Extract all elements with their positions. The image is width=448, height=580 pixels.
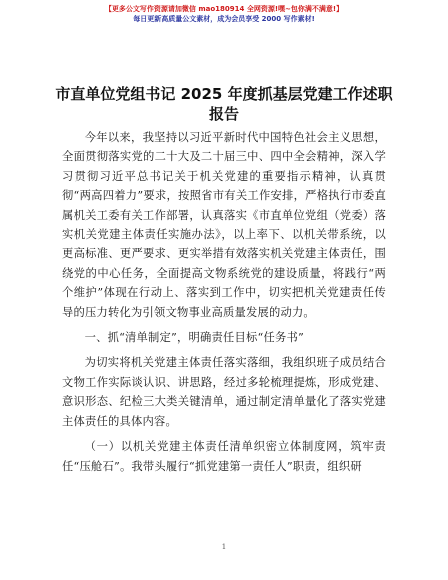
promo-banner-line1: 【更多公文写作资源请加微信 mao180914 全网资源!嘿~包你满不满意!】 [104, 5, 344, 13]
body-paragraph-3: （一）以机关党建主体责任清单织密立体制度网，筑牢责任“压舱石”。我带头履行“抓党建第一责任人”职责，组织研 [62, 440, 386, 473]
document-title: 市直单位党组书记 2025 年度抓基层党建工作述职报告 [55, 85, 393, 123]
page-number: 1 [221, 543, 227, 551]
body-paragraph-2: 为切实将机关党建主体责任落实落细，我组织班子成员结合文物工作实际谈认识、讲思路，经过多轮梳理提炼，形成党建、意识形态、纪检三大类关键清单，通过制定清单量化了落实党建主体责任的具体内容。 [62, 356, 386, 428]
document-body [62, 128, 386, 482]
promo-banner-line2: 每日更新高质量公文素材，成为会员享受 2000 写作素材! [133, 15, 315, 23]
promo-banner [0, 4, 448, 24]
section-heading-1: 一、抓“清单制定”，明确责任目标“任务书” [84, 331, 304, 345]
body-paragraph-intro: 今年以来，我坚持以习近平新时代中国特色社会主义思想，全面贯彻落实党的二十大及二十届三中、四中全会精神，深入学习贯彻习近平总书记关于机关党建的重要指示精神，认真贯彻“两高四着力”要求，按照省市有关工作安排，严格执行市委直属机关工委有关工作部署，认真落实《市直单位党组（党委）落实机关党建主体责任实施办法》，以上率下、以机关带系统，以更高标准、更严要求、更实举措有效落实机关党建主体责任，围绕党的中心任务，全面提高文物系统党的建设质量，将践行“两个维护”体现在行动上、落实到工作中，切实把机关党建责任传导的压力转化为引领文物事业高质量发展的动力。 [62, 131, 386, 319]
